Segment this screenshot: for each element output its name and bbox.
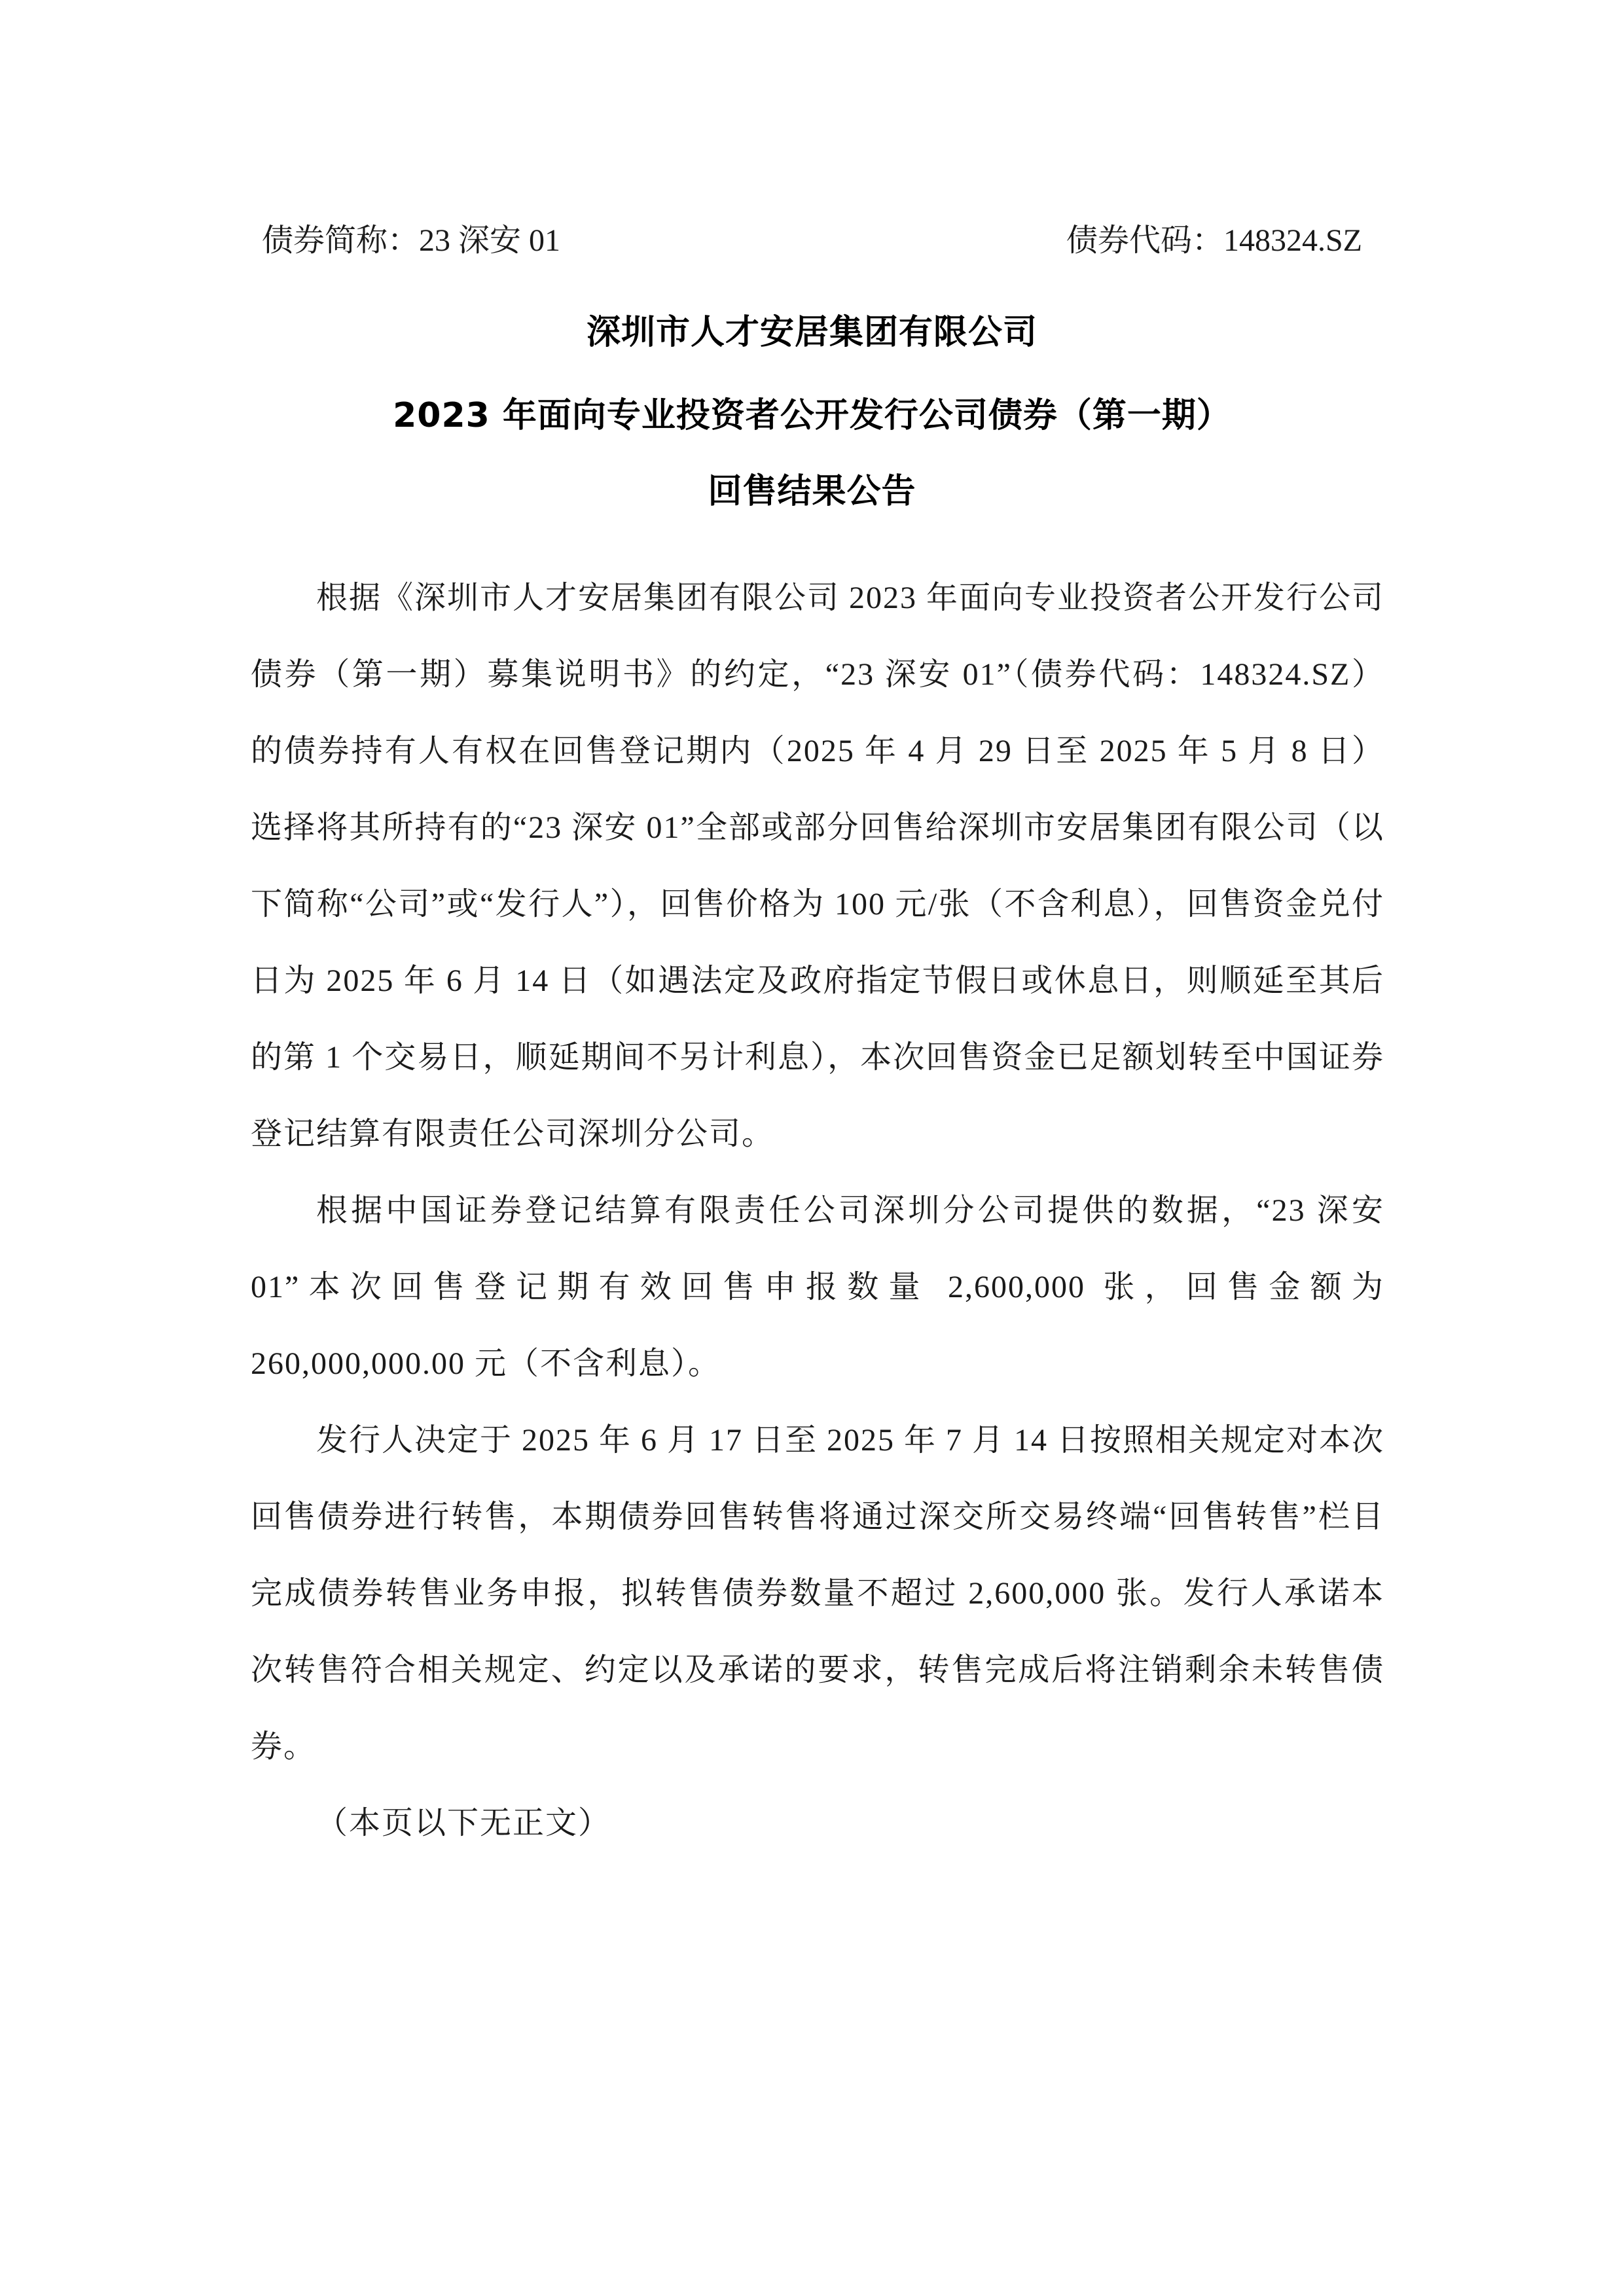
paragraph-put-option-terms: 根据《深圳市人才安居集团有限公司 2023 年面向专业投资者公开发行公司债券（第一期）募集说明书》的约定，“23 深安 01”（债券代码：148324.SZ）的债券持有人有权在回售登记期内（2025 年 4 月 29 日至 2025 年 5 月 8 日）选择将其所持有的“23 深安 01”全部或部分回售给深圳市安居集团有限公司（以下简称“公司”或“发行人”），回售价格为 100 元/张（不含利息），回售资金兑付日为 2025 年 6 月 14 日（如遇法定及政府指定节假日或休息日，则顺延至其后的第 1 个交易日，顺延期间不另计利息），本次回售资金已足额划转至中国证券登记结算有限责任公司深圳分公司。: [251, 581, 1385, 1151]
paragraph-resale-plan: 发行人决定于 2025 年 6 月 17 日至 2025 年 7 月 14 日按照相关规定对本次回售债券进行转售，本期债券回售转售将通过深交所交易终端“回售转售”栏目完成债券转售业务申报，拟转售债券数量不超过 2,600,000 张。发行人承诺本次转售符合相关规定、约定以及承诺的要求，转售完成后将注销剩余未转售债券。: [251, 1423, 1385, 1764]
bond-short-name: 债券简称：23 深安 01: [262, 223, 561, 258]
title-bond-issue: 2023 年面向专业投资者公开发行公司债券（第一期）: [393, 396, 1231, 435]
end-of-text-note: （本页以下无正文）: [316, 1806, 611, 1840]
document-body: [251, 560, 1384, 1861]
bond-code: 债券代码：148324.SZ: [1066, 223, 1362, 258]
paragraph-put-result: 根据中国证券登记结算有限责任公司深圳分公司提供的数据，“23 深安 01”本次回售登记期有效回售申报数量 2,600,000 张，回售金额为 260,000,000.00 元（不含利息）。: [251, 1193, 1384, 1381]
title-company: 深圳市人才安居集团有限公司: [586, 313, 1038, 352]
title-announcement: 回售结果公告: [708, 472, 916, 511]
